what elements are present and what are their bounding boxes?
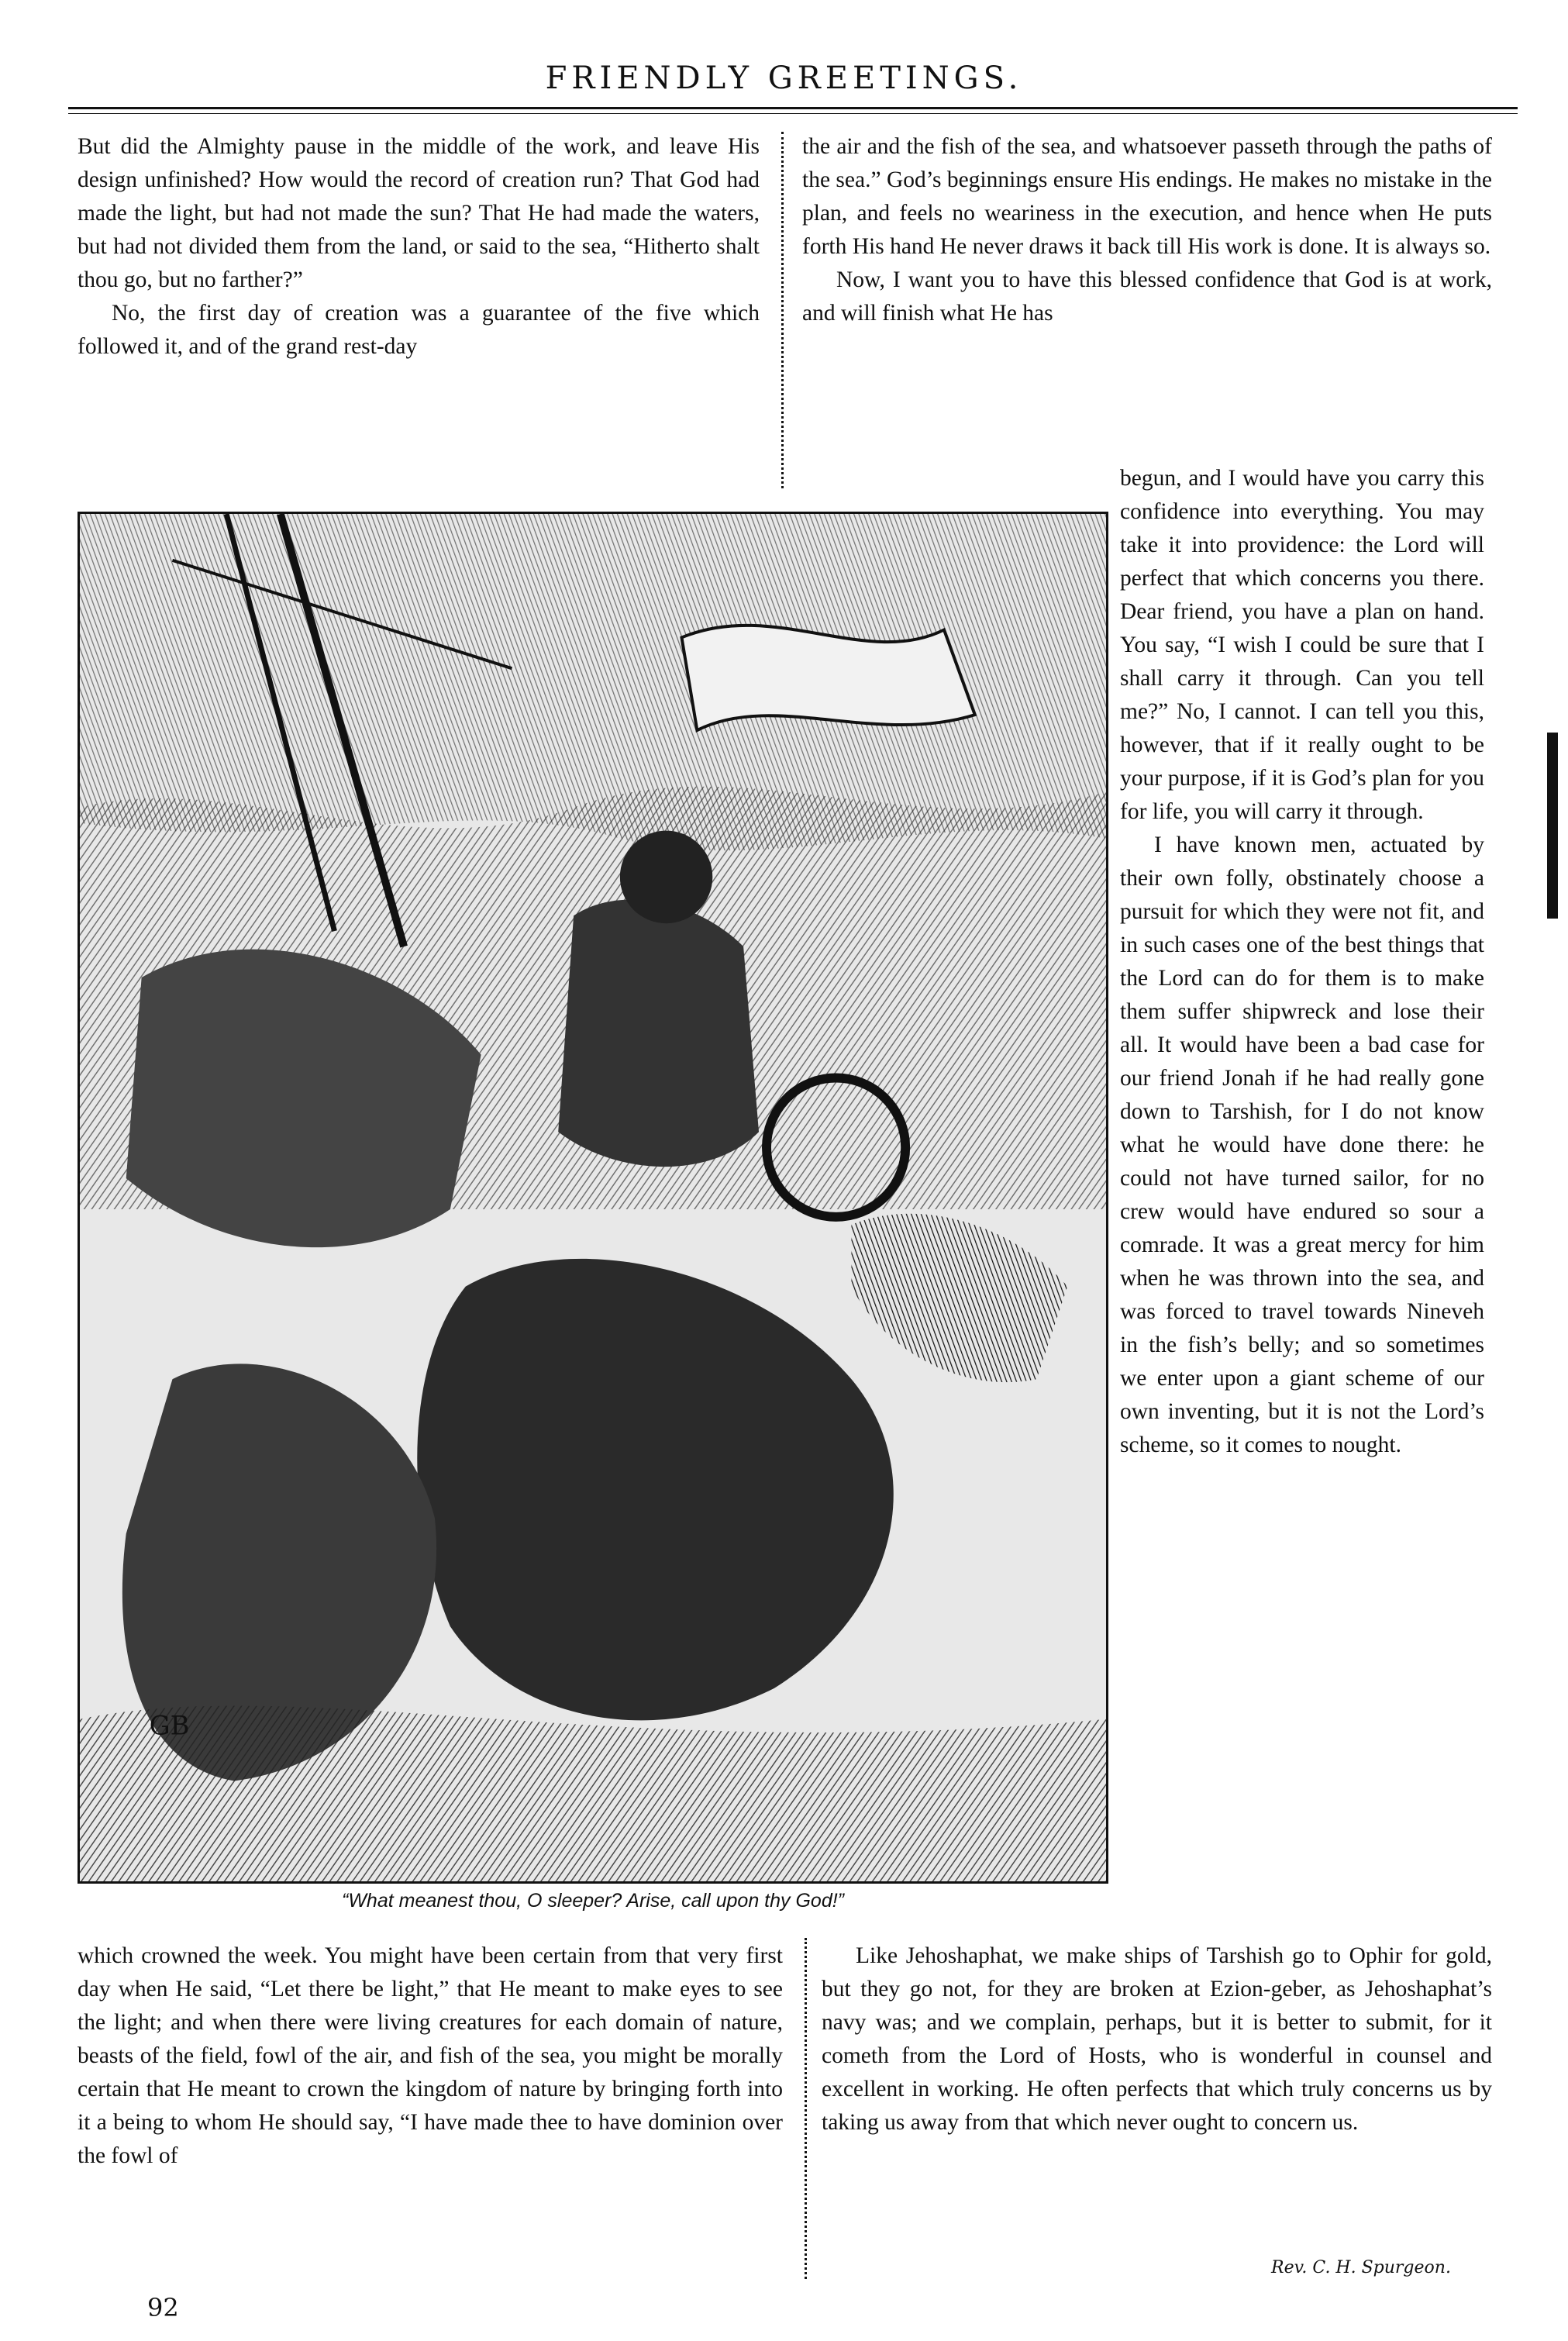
column-top-right — [802, 130, 1492, 330]
paragraph: Now, I want you to have this blessed confidence that God is at work, and will finish what He has — [802, 267, 1492, 326]
paragraph: begun, and I would have you carry this confidence into everything. You may take it into providence: the Lord will perfect that which concerns you there. Dear friend, you have a plan on hand. You say, “I wish I could be sure that I shall carry it through. Can you tell me?” No, I cannot. I can tell you this, however, that if it really ought to be your purpose, if it is God’s plan for you for life, you will carry it through. — [1120, 466, 1484, 824]
column-bottom-left — [78, 1939, 783, 2173]
page-number: 92 — [147, 2293, 179, 2322]
paragraph: which crowned the week. You might have been certain from that very first day when He said, “Let there be light,” that He meant to make eyes to see the light; and when there were living creatures for each domain of nature, beasts of the field, fowl of the air, and fish of the sea, you might be morally certain that He meant to crown the kingdom of nature by bringing forth into it a being to whom He should say, “I have made thee to have dominion over the fowl of — [78, 1943, 783, 2168]
illustration-caption: “What meanest thou, O sleeper? Arise, call upon thy God!” — [342, 1890, 844, 1912]
paragraph: Like Jehoshaphat, we make ships of Tarshish go to Ophir for gold, but they go not, for they are broken at Ezion-geber, as Jehoshaphat’s navy was; and we complain, perhaps, but it is better to submit, for it cometh from the Lord of Hosts, who is wonderful in counsel and excellent in working. He often perfects that which truly concerns us by taking us away from that which never ought to concern us. — [822, 1943, 1492, 2135]
header-rule-thin — [68, 113, 1518, 114]
engraving-illustration — [78, 512, 1108, 1884]
author-signature: Rev. C. H. Spurgeon. — [1271, 2258, 1451, 2277]
header-rule-thick — [68, 107, 1518, 109]
column-narrow-right — [1120, 462, 1484, 1462]
paragraph: But did the Almighty pause in the middle of the work, and leave His design unfinished? How would the record of creation run? That God had made the light, but had not made the sun? That He had made the waters, but had not divided them from the land, or said to the sea, “Hitherto shalt thou go, but no farther?” — [78, 134, 760, 292]
paragraph: I have known men, actuated by their own folly, obstinately choose a pursuit for which they were not fit, and in such cases one of the best things that the Lord can do for them is to make them suffer shipwreck and lose their all. It would have been a bad case for our friend Jonah if he had really gone down to Tarshish, for I do not know what he would have done there: he could not have turned sailor, for no crew would have endured so sour a comrade. It was a great mercy for him when he was thrown into the sea, and was forced to travel towards Nineveh in the fish’s belly; and so sometimes we enter upon a giant scheme of our own inventing, but it is not the Lord’s scheme, so it comes to nought. — [1120, 833, 1484, 1457]
column-divider-top — [781, 132, 784, 488]
column-top-left — [78, 130, 760, 364]
paragraph: the air and the fish of the sea, and whatsoever passeth through the paths of the sea.” God’s beginnings ensure His endings. He makes no mistake in the plan, and feels no weariness in the execution, and hence when He puts forth His hand He never draws it back till His work is done. It is always so. — [802, 134, 1492, 259]
storm-scene-image — [80, 514, 1106, 1881]
paragraph: No, the first day of creation was a guarantee of the five which followed it, and of the grand rest-day — [78, 301, 760, 359]
column-divider-bottom — [805, 1938, 807, 2279]
artist-monogram: GB — [149, 1710, 190, 1741]
running-header: FRIENDLY GREETINGS. — [545, 60, 1023, 96]
margin-mark — [1547, 733, 1558, 919]
column-bottom-right — [822, 1939, 1492, 2139]
